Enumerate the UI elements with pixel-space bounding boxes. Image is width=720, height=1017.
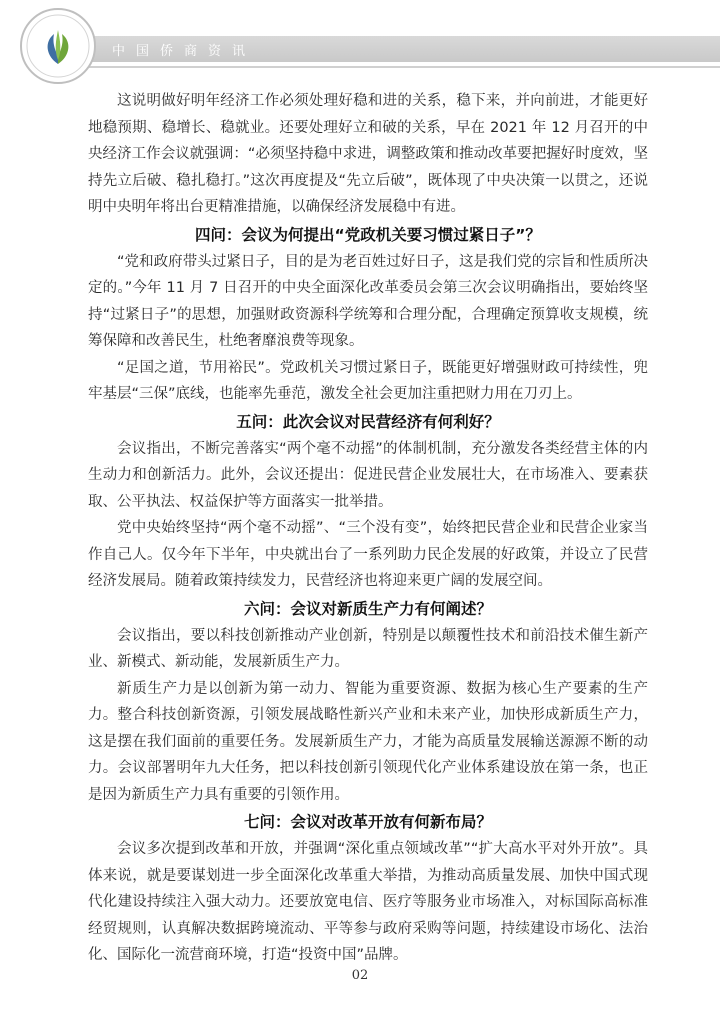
association-logo [18,6,98,86]
paragraph: 会议指出，不断完善落实“两个毫不动摇”的体制机制，充分激发各类经营主体的内生动力和创新活力。此外，会议还提出：促进民营企业发展壮大，在市场准入、要素获取、公平执法、权益保护等方面落实一批举措。 [88,440,648,510]
paragraph: 这说明做好明年经济工作必须处理好稳和进的关系，稳下来，并向前进，才能更好地稳预期、稳增长、稳就业。还要处理好立和破的关系，早在 2021 年 12 月召开的中央经济工作会议就强调：“必须坚持稳中求进，调整政策和推动改革要把握好时度效，坚持先立后破、稳扎稳打。”这次再度提及“先立后破”，既体现了中央决策一以贯之，还说明中央明年将出台更精准措施，以确保经济发展稳中有进。 [88,93,648,215]
header-title: 中国侨商资讯 [112,44,257,59]
page-header [0,0,720,90]
paragraph: 会议指出，要以科技创新推动产业创新，特别是以颠覆性技术和前沿技术催生新产业、新模式、新动能，发展新质生产力。 [88,627,648,670]
paragraph: 会议多次提到改革和开放，并强调“深化重点领域改革”“扩大高水平对外开放”。具体来说，就是要谋划进一步全面深化改革重大举措，为推动高质量发展、加快中国式现代化建设持续注入强大动力。还要放宽电信、医疗等服务业市场准入，对标国际高标准经贸规则，认真解决数据跨境流动、平等参与政府采购等问题，持续建设市场化、法治化、国际化一流营商环境，打造“投资中国”品牌。 [88,841,648,963]
paragraph: 新质生产力是以创新为第一动力、智能为重要资源、数据为核心生产要素的生产力。整合科技创新资源，引领发展战略性新兴产业和未来产业，加快形成新质生产力，这是摆在我们面前的重要任务。发展新质生产力，才能为高质量发展输送源源不断的动力。会议部署明年九大任务，把以科技创新引领现代化产业体系建设放在第一条，也正是因为新质生产力具有重要的引领作用。 [88,680,648,803]
section-heading: 四问：会议为何提出“党政机关要习惯过紧日子”？ [195,225,541,244]
article-body [88,88,648,969]
page-number: 02 [351,968,369,983]
section-heading: 七问：会议对改革开放有何新布局？ [243,813,492,831]
section-heading: 六问：会议对新质生产力有何阐述？ [243,599,492,618]
header-divider [30,66,720,68]
paragraph: 党中央始终坚持“两个毫不动摇”、“三个没有变”，始终把民营企业和民营企业家当作自己人。仅今年下半年，中央就出台了一系列助力民企发展的好政策，并设立了民营经济发展局。随着政策持续发力，民营经济也将迎来更广阔的发展空间。 [88,520,648,589]
paragraph: “足国之道，节用裕民”。党政机关习惯过紧日子，既能更好增强财政可持续性，兜牢基层“三保”底线，也能率先垂范，激发全社会更加注重把财力用在刀刃上。 [88,359,648,402]
section-heading: 五问：此次会议对民营经济有何利好？ [236,412,500,431]
paragraph: “党和政府带头过紧日子，目的是为老百姓过好日子，这是我们党的宗旨和性质所决定的。”今年 11 月 7 日召开的中央全面深化改革委员会第三次会议明确指出，要始终坚持“过紧日子”的思想，加强财政资源科学统筹和合理分配，合理确定预算收支规模，统筹保障和改善民生，杜绝奢靡浪费等现象。 [88,253,648,349]
